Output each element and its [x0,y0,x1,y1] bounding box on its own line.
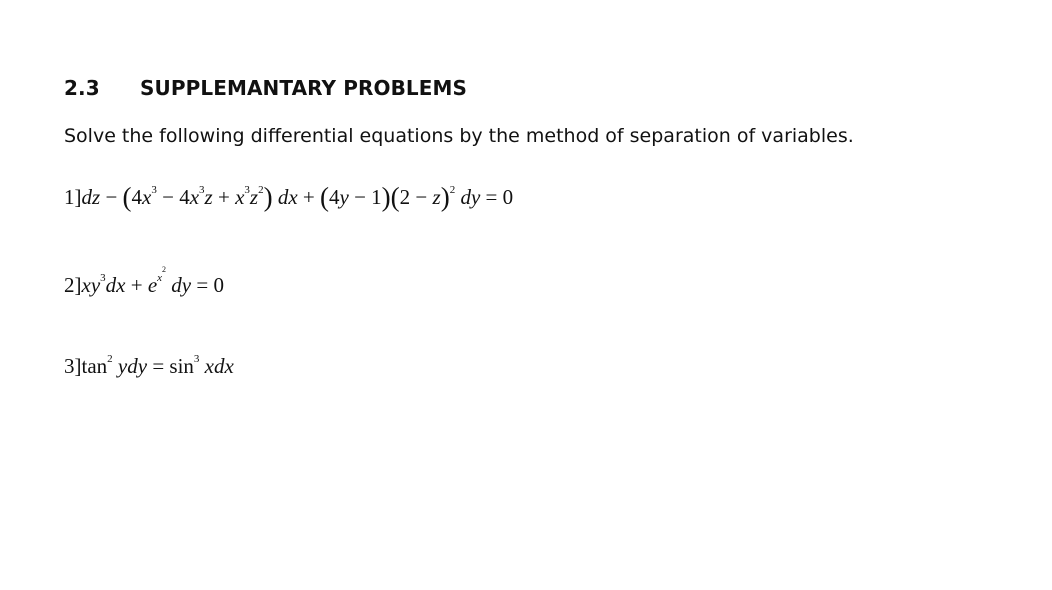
problem-2-equation: $xy^3dx + e^{x^2}$ dy = 0 [81,265,224,297]
problem-2-label: 2] [64,273,82,297]
problem-1-label: 1] [64,185,82,209]
problem-1 [64,182,514,212]
section-title: SUPPLEMANTARY PROBLEMS [140,76,468,100]
problem-3-equation: $\tan^2$ ydy = $\sin^3$ xdx [81,352,234,378]
section-heading [64,76,467,100]
instruction-text: Solve the following differential equations by the method of separation of variables. [64,125,854,147]
problem-1-equation: dz − $(4x^3 - 4x^3z + x^3z^2)$ dx + $(4y - 1)(2 - z)^2$ dy = 0 [81,182,514,212]
problem-2 [64,265,224,297]
problem-3 [64,352,234,378]
problem-3-label: 3] [64,354,82,378]
section-number: 2.3 [64,76,100,100]
